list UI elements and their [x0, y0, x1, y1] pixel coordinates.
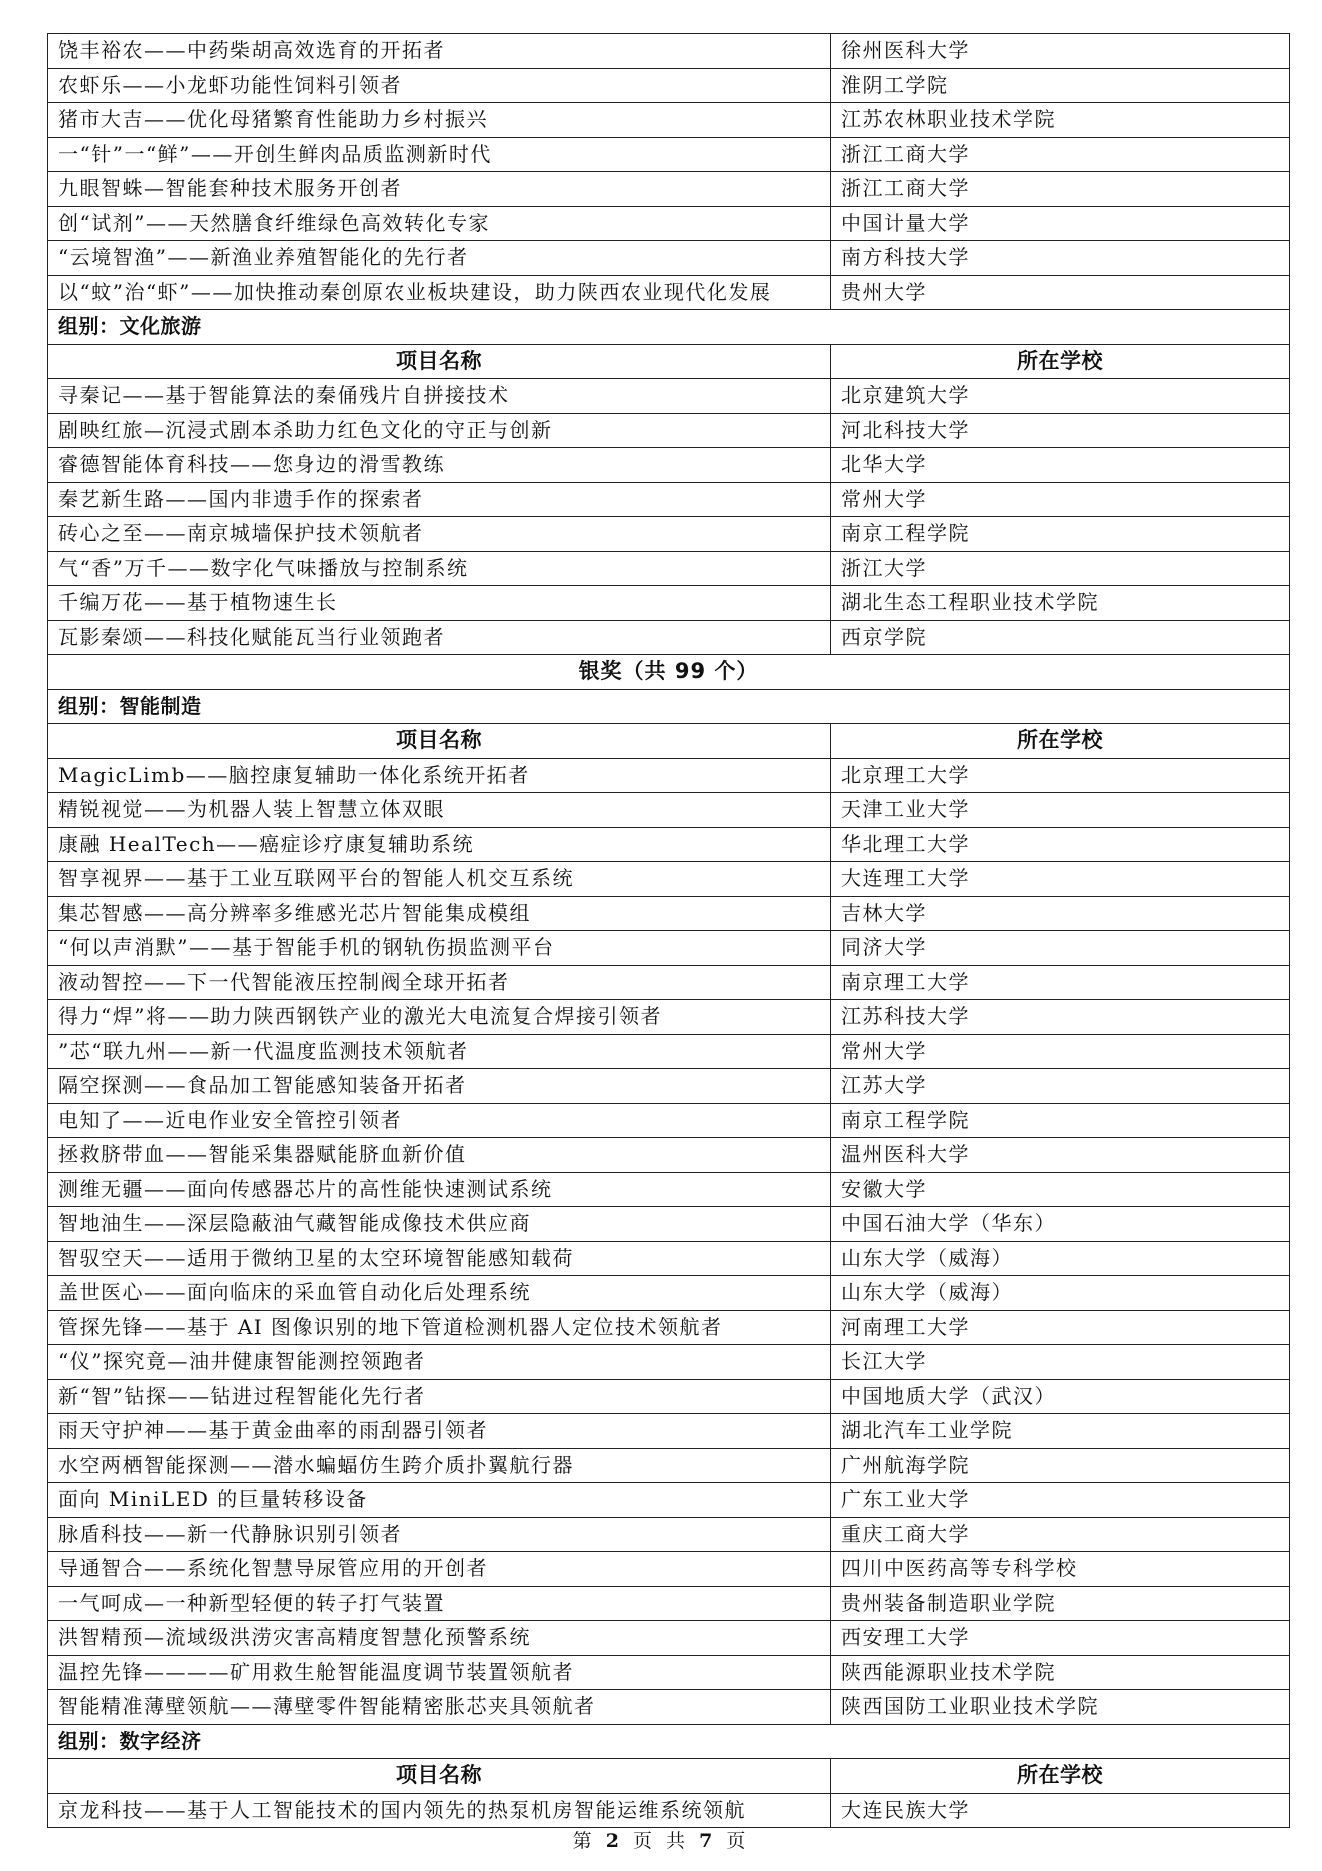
project-name-cell: “云境智渔”——新渔业养殖智能化的先行者 — [48, 241, 831, 276]
project-name-cell: 拯救脐带血——智能采集器赋能脐血新价值 — [48, 1138, 831, 1173]
project-name-cell: “何以声消默”——基于智能手机的钢轨伤损监测平台 — [48, 931, 831, 966]
table-row — [48, 1483, 1290, 1518]
table-row — [48, 103, 1290, 138]
school-cell: 北华大学 — [831, 448, 1290, 483]
school-cell: 贵州装备制造职业学院 — [831, 1586, 1290, 1621]
table-header-row — [48, 1759, 1290, 1794]
column-header-project-name: 项目名称 — [48, 724, 831, 759]
school-cell: 北京建筑大学 — [831, 379, 1290, 414]
culture-tourism-rows — [48, 379, 1290, 655]
school-cell: 华北理工大学 — [831, 827, 1290, 862]
project-name-cell: MagicLimb——脑控康复辅助一体化系统开拓者 — [48, 758, 831, 793]
school-cell: 浙江工商大学 — [831, 137, 1290, 172]
school-cell: 南京理工大学 — [831, 965, 1290, 1000]
school-cell: 徐州医科大学 — [831, 34, 1290, 69]
school-cell: 浙江工商大学 — [831, 172, 1290, 207]
project-name-cell: 气“香”万千——数字化气味播放与控制系统 — [48, 551, 831, 586]
school-cell: 淮阴工学院 — [831, 68, 1290, 103]
project-name-cell: 液动智控——下一代智能液压控制阀全球开拓者 — [48, 965, 831, 1000]
project-name-cell: 智能精准薄壁领航——薄壁零件智能精密胀芯夹具领航者 — [48, 1690, 831, 1725]
project-name-cell: 电知了——近电作业安全管控引领者 — [48, 1103, 831, 1138]
project-name-cell: 千编万花——基于植物速生长 — [48, 586, 831, 621]
school-cell: 广东工业大学 — [831, 1483, 1290, 1518]
school-cell: 重庆工商大学 — [831, 1517, 1290, 1552]
school-cell: 西京学院 — [831, 620, 1290, 655]
table-row — [48, 1034, 1290, 1069]
project-name-cell: 睿德智能体育科技——您身边的滑雪教练 — [48, 448, 831, 483]
project-name-cell: 面向 MiniLED 的巨量转移设备 — [48, 1483, 831, 1518]
table-row — [48, 413, 1290, 448]
project-name-cell: 砖心之至——南京城墙保护技术领航者 — [48, 517, 831, 552]
column-header-project-name: 项目名称 — [48, 344, 831, 379]
table-row — [48, 862, 1290, 897]
project-name-cell: 脉盾科技——新一代静脉识别引领者 — [48, 1517, 831, 1552]
agriculture-rows-continued — [48, 34, 1290, 310]
school-cell: 南京工程学院 — [831, 1103, 1290, 1138]
project-name-cell: 智地油生——深层隐蔽油气藏智能成像技术供应商 — [48, 1207, 831, 1242]
school-cell: 江苏科技大学 — [831, 1000, 1290, 1035]
project-name-cell: 洪智精预—流域级洪涝灾害高精度智慧化预警系统 — [48, 1621, 831, 1656]
project-name-cell: 一“针”一“鲜”——开创生鲜肉品质监测新时代 — [48, 137, 831, 172]
project-name-cell: “仪”探究竟—油井健康智能测控领跑者 — [48, 1345, 831, 1380]
table-row — [48, 1448, 1290, 1483]
group-label: 组别：数字经济 — [48, 1724, 1290, 1759]
school-cell: 江苏农林职业技术学院 — [831, 103, 1290, 138]
table-row — [48, 1310, 1290, 1345]
column-header-school: 所在学校 — [831, 724, 1290, 759]
project-name-cell: 剧映红旅—沉浸式剧本杀助力红色文化的守正与创新 — [48, 413, 831, 448]
total-page-count: 7 — [699, 1830, 717, 1852]
table-row — [48, 1379, 1290, 1414]
table-row — [48, 1172, 1290, 1207]
table-row — [48, 1621, 1290, 1656]
table-row — [48, 34, 1290, 69]
project-name-cell: 一气呵成—一种新型轻便的转子打气装置 — [48, 1586, 831, 1621]
table-row — [48, 551, 1290, 586]
school-cell: 安徽大学 — [831, 1172, 1290, 1207]
project-name-cell: 秦艺新生路——国内非遗手作的探索者 — [48, 482, 831, 517]
school-cell: 山东大学（威海） — [831, 1241, 1290, 1276]
school-cell: 常州大学 — [831, 482, 1290, 517]
table-row — [48, 620, 1290, 655]
table-row — [48, 1793, 1290, 1828]
table-row — [48, 1000, 1290, 1035]
project-name-cell: 管探先锋——基于 AI 图像识别的地下管道检测机器人定位技术领航者 — [48, 1310, 831, 1345]
table-row — [48, 241, 1290, 276]
school-cell: 吉林大学 — [831, 896, 1290, 931]
project-name-cell: 导通智合——系统化智慧导尿管应用的开创者 — [48, 1552, 831, 1587]
project-name-cell: 精锐视觉——为机器人装上智慧立体双眼 — [48, 793, 831, 828]
school-cell: 湖北生态工程职业技术学院 — [831, 586, 1290, 621]
project-name-cell: 隔空探测——食品加工智能感知装备开拓者 — [48, 1069, 831, 1104]
school-cell: 中国石油大学（华东） — [831, 1207, 1290, 1242]
table-row — [48, 931, 1290, 966]
project-name-cell: 智驭空天——适用于微纳卫星的太空环境智能感知载荷 — [48, 1241, 831, 1276]
school-cell: 常州大学 — [831, 1034, 1290, 1069]
table-row — [48, 1655, 1290, 1690]
award-label: 银奖（共 99 个） — [48, 655, 1290, 690]
group-label: 组别：文化旅游 — [48, 310, 1290, 345]
group-heading-culture-tourism — [48, 310, 1290, 345]
group-label: 组别：智能制造 — [48, 689, 1290, 724]
footer-prefix: 第 — [572, 1830, 596, 1852]
table-row — [48, 1138, 1290, 1173]
school-cell: 广州航海学院 — [831, 1448, 1290, 1483]
column-header-school: 所在学校 — [831, 344, 1290, 379]
project-name-cell: 农虾乐——小龙虾功能性饲料引领者 — [48, 68, 831, 103]
project-name-cell: 寻秦记——基于智能算法的秦俑残片自拼接技术 — [48, 379, 831, 414]
project-name-cell: 饶丰裕农——中药柴胡高效选育的开拓者 — [48, 34, 831, 69]
silver-award-section — [48, 655, 1290, 759]
project-name-cell: 测维无疆——面向传感器芯片的高性能快速测试系统 — [48, 1172, 831, 1207]
project-name-cell: ”芯“联九州——新一代温度监测技术领航者 — [48, 1034, 831, 1069]
project-name-cell: 得力“焊”将——助力陕西钢铁产业的激光大电流复合焊接引领者 — [48, 1000, 831, 1035]
school-cell: 陕西国防工业职业技术学院 — [831, 1690, 1290, 1725]
school-cell: 浙江大学 — [831, 551, 1290, 586]
school-cell: 长江大学 — [831, 1345, 1290, 1380]
table-row — [48, 137, 1290, 172]
award-list-table — [47, 33, 1290, 1828]
school-cell: 贵州大学 — [831, 275, 1290, 310]
table-row — [48, 275, 1290, 310]
project-name-cell: 水空两栖智能探测——潜水蝙蝠仿生跨介质扑翼航行器 — [48, 1448, 831, 1483]
table-row — [48, 172, 1290, 207]
project-name-cell: 盖世医心——面向临床的采血管自动化后处理系统 — [48, 1276, 831, 1311]
project-name-cell: 京龙科技——基于人工智能技术的国内领先的热泵机房智能运维系统领航 — [48, 1793, 831, 1828]
footer-middle: 页 共 — [632, 1830, 690, 1852]
project-name-cell: 猪市大吉——优化母猪繁育性能助力乡村振兴 — [48, 103, 831, 138]
table-row — [48, 68, 1290, 103]
table-row — [48, 586, 1290, 621]
school-cell: 四川中医药高等专科学校 — [831, 1552, 1290, 1587]
school-cell: 中国地质大学（武汉） — [831, 1379, 1290, 1414]
table-row — [48, 1414, 1290, 1449]
school-cell: 西安理工大学 — [831, 1621, 1290, 1656]
school-cell: 江苏大学 — [831, 1069, 1290, 1104]
project-name-cell: 温控先锋————矿用救生舱智能温度调节装置领航者 — [48, 1655, 831, 1690]
page-footer — [0, 1826, 1322, 1853]
intelligent-manufacturing-rows — [48, 758, 1290, 1724]
table-row — [48, 379, 1290, 414]
table-row — [48, 482, 1290, 517]
table-row — [48, 758, 1290, 793]
culture-group-section — [48, 310, 1290, 379]
table-header-row — [48, 724, 1290, 759]
project-name-cell: 集芯智感——高分辨率多维感光芯片智能集成模组 — [48, 896, 831, 931]
school-cell: 天津工业大学 — [831, 793, 1290, 828]
table-row — [48, 1345, 1290, 1380]
silver-award-heading — [48, 655, 1290, 690]
table-row — [48, 1207, 1290, 1242]
school-cell: 南京工程学院 — [831, 517, 1290, 552]
school-cell: 北京理工大学 — [831, 758, 1290, 793]
project-name-cell: 以“蚊”治“虾”——加快推动秦创原农业板块建设，助力陕西农业现代化发展 — [48, 275, 831, 310]
table-row — [48, 1586, 1290, 1621]
school-cell: 山东大学（威海） — [831, 1276, 1290, 1311]
school-cell: 大连理工大学 — [831, 862, 1290, 897]
table-row — [48, 1069, 1290, 1104]
digital-economy-rows — [48, 1793, 1290, 1828]
school-cell: 大连民族大学 — [831, 1793, 1290, 1828]
column-header-project-name: 项目名称 — [48, 1759, 831, 1794]
school-cell: 河南理工大学 — [831, 1310, 1290, 1345]
group-heading-intelligent-manufacturing — [48, 689, 1290, 724]
digital-group-section — [48, 1724, 1290, 1793]
table-header-row — [48, 344, 1290, 379]
school-cell: 陕西能源职业技术学院 — [831, 1655, 1290, 1690]
school-cell: 南方科技大学 — [831, 241, 1290, 276]
table-row — [48, 896, 1290, 931]
table-row — [48, 1241, 1290, 1276]
project-name-cell: 瓦影秦颂——科技化赋能瓦当行业领跑者 — [48, 620, 831, 655]
school-cell: 同济大学 — [831, 931, 1290, 966]
table-row — [48, 965, 1290, 1000]
project-name-cell: 九眼智蛛—智能套种技术服务开创者 — [48, 172, 831, 207]
column-header-school: 所在学校 — [831, 1759, 1290, 1794]
current-page-number: 2 — [605, 1830, 623, 1852]
table-row — [48, 448, 1290, 483]
project-name-cell: 智享视界——基于工业互联网平台的智能人机交互系统 — [48, 862, 831, 897]
project-name-cell: 雨天守护神——基于黄金曲率的雨刮器引领者 — [48, 1414, 831, 1449]
table-row — [48, 1103, 1290, 1138]
table-row — [48, 1690, 1290, 1725]
table-row — [48, 827, 1290, 862]
school-cell: 河北科技大学 — [831, 413, 1290, 448]
project-name-cell: 康融 HealTech——癌症诊疗康复辅助系统 — [48, 827, 831, 862]
project-name-cell: 创“试剂”——天然膳食纤维绿色高效转化专家 — [48, 206, 831, 241]
school-cell: 温州医科大学 — [831, 1138, 1290, 1173]
table-row — [48, 1276, 1290, 1311]
table-row — [48, 793, 1290, 828]
group-heading-digital-economy — [48, 1724, 1290, 1759]
table-row — [48, 1517, 1290, 1552]
table-row — [48, 517, 1290, 552]
table-row — [48, 1552, 1290, 1587]
school-cell: 中国计量大学 — [831, 206, 1290, 241]
table-row — [48, 206, 1290, 241]
project-name-cell: 新“智”钻探——钻进过程智能化先行者 — [48, 1379, 831, 1414]
footer-suffix: 页 — [726, 1830, 750, 1852]
school-cell: 湖北汽车工业学院 — [831, 1414, 1290, 1449]
